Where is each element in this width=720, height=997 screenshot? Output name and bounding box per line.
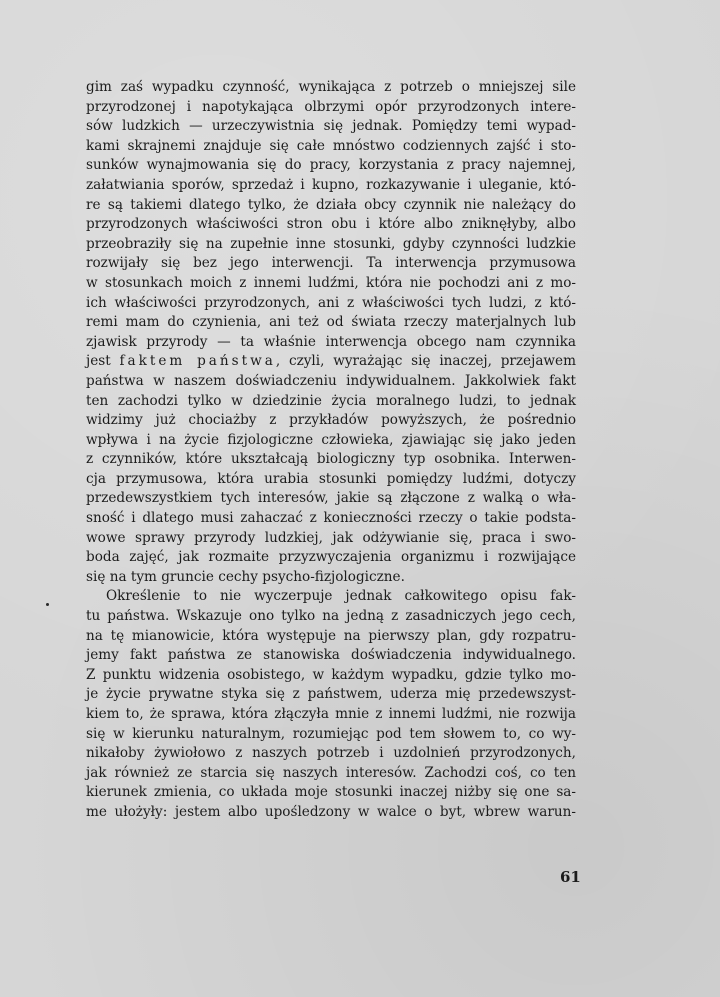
margin-mark — [46, 603, 49, 606]
text-line: sność i dlatego musi zahaczać z konieczności rzeczy o takie podsta- — [86, 510, 576, 527]
text-line: ich właściwości przyrodzonych, ani z właściwości tych ludzi, z któ- — [86, 294, 576, 311]
text-line: wpływa i na życie fizjologiczne człowieka, zjawiając się jako jeden — [86, 431, 576, 448]
text-line: państwa w naszem doświadczeniu indywidualnem. Jakkolwiek fakt — [86, 372, 576, 389]
text-line: przeobraziły się na zupełnie inne stosunki, gdyby czynności ludzkie — [86, 235, 576, 252]
text-line: jemy fakt państwa ze stanowiska doświadczenia indywidualnego. — [86, 647, 576, 664]
page-number: 61 — [560, 868, 581, 886]
paragraph-start-line: Określenie to nie wyczerpuje jednak całkowitego opisu fak- — [106, 588, 576, 605]
text-line: nikałoby żywiołowo z naszych potrzeb i uzdolnień przyrodzonych, — [86, 745, 576, 762]
text-line: przedewszystkiem tych interesów, jakie są złączone z walką o wła- — [86, 490, 576, 507]
text-line: Z punktu widzenia osobistego, w każdym wypadku, gdzie tylko mo- — [86, 666, 576, 683]
text-line: sunków wynajmowania się do pracy, korzystania z pracy najemnej, — [86, 157, 576, 174]
text-line: wowe sprawy przyrody ludzkiej, jak odżywianie się, praca i swo- — [86, 529, 576, 546]
body-text — [86, 78, 576, 823]
text-line: kami skrajnemi znajduje się całe mnóstwo codziennych zajść i sto- — [86, 137, 576, 154]
text-line: w stosunkach moich z innemi ludźmi, która nie pochodzi ani z mo- — [86, 274, 576, 291]
text-line: na tę mianowicie, która występuje na pierwszy plan, gdy rozpatru- — [86, 627, 576, 644]
text-fragment: jest — [86, 353, 120, 370]
text-line: z czynników, które ukształcają biologiczny typ osobnika. Interwen- — [86, 451, 576, 468]
text-line: me ułożyły: jestem albo upośledzony w walce o byt, wbrew warun- — [86, 803, 576, 820]
text-line-spaced — [86, 352, 576, 372]
text-line: się w kierunku naturalnym, rozumiejąc pod tem słowem to, co wy- — [86, 725, 576, 742]
text-line: się na tym gruncie cechy psycho-fizjologiczne. — [86, 568, 405, 585]
text-line: gim zaś wypadku czynność, wynikająca z potrzeb o mniejszej sile — [86, 79, 576, 95]
spaced-emphasis: faktem państwa — [119, 353, 276, 370]
text-line: ten zachodzi tylko w dziedzinie życia moralnego ludzi, to jednak — [86, 392, 576, 409]
text-line: remi mam do czynienia, ani też od świata rzeczy materjalnych lub — [86, 314, 576, 331]
text-line: kiem to, że sprawa, która złączyła mnie z innemi ludźmi, nie rozwija — [86, 706, 576, 722]
text-line: przyrodzonych właściwości stron obu i które albo zniknęłyby, albo — [86, 216, 576, 233]
text-line: załatwiania sporów, sprzedaż i kupno, rozkazywanie i uleganie, któ- — [86, 176, 576, 193]
text-fragment: , czyli, wyrażając się inaczej, przejawem — [275, 353, 576, 370]
text-line: przyrodzonej i napotykająca olbrzymi opór przyrodzonych intere- — [86, 98, 576, 115]
text-line: re są takiemi dlatego tylko, że działa obcy czynnik nie należący do — [86, 196, 576, 213]
text-line: rozwijały się bez jego interwencji. Ta interwencja przymusowa — [86, 255, 576, 272]
text-line: widzimy już chociażby z przykładów powyższych, że pośrednio — [86, 412, 576, 429]
text-line: zjawisk przyrody — ta właśnie interwencja obcego nam czynnika — [86, 333, 576, 350]
text-line: jak również ze starcia się naszych interesów. Zachodzi coś, co ten — [86, 764, 576, 781]
text-line: kierunek zmienia, co układa moje stosunki inaczej niżby się one sa- — [86, 784, 576, 801]
text-line: boda zajęć, jak rozmaite przyzwyczajenia organizmu i rozwijające — [86, 549, 576, 566]
text-line: cja przymusowa, która urabia stosunki pomiędzy ludźmi, dotyczy — [86, 470, 576, 487]
text-line: sów ludzkich — urzeczywistnia się jednak. Pomiędzy temi wypad- — [86, 118, 576, 135]
text-line: tu państwa. Wskazuje ono tylko na jedną z zasadniczych jego cech, — [86, 608, 576, 625]
text-line: je życie prywatne styka się z państwem, uderza mię przedewszyst- — [86, 686, 576, 703]
